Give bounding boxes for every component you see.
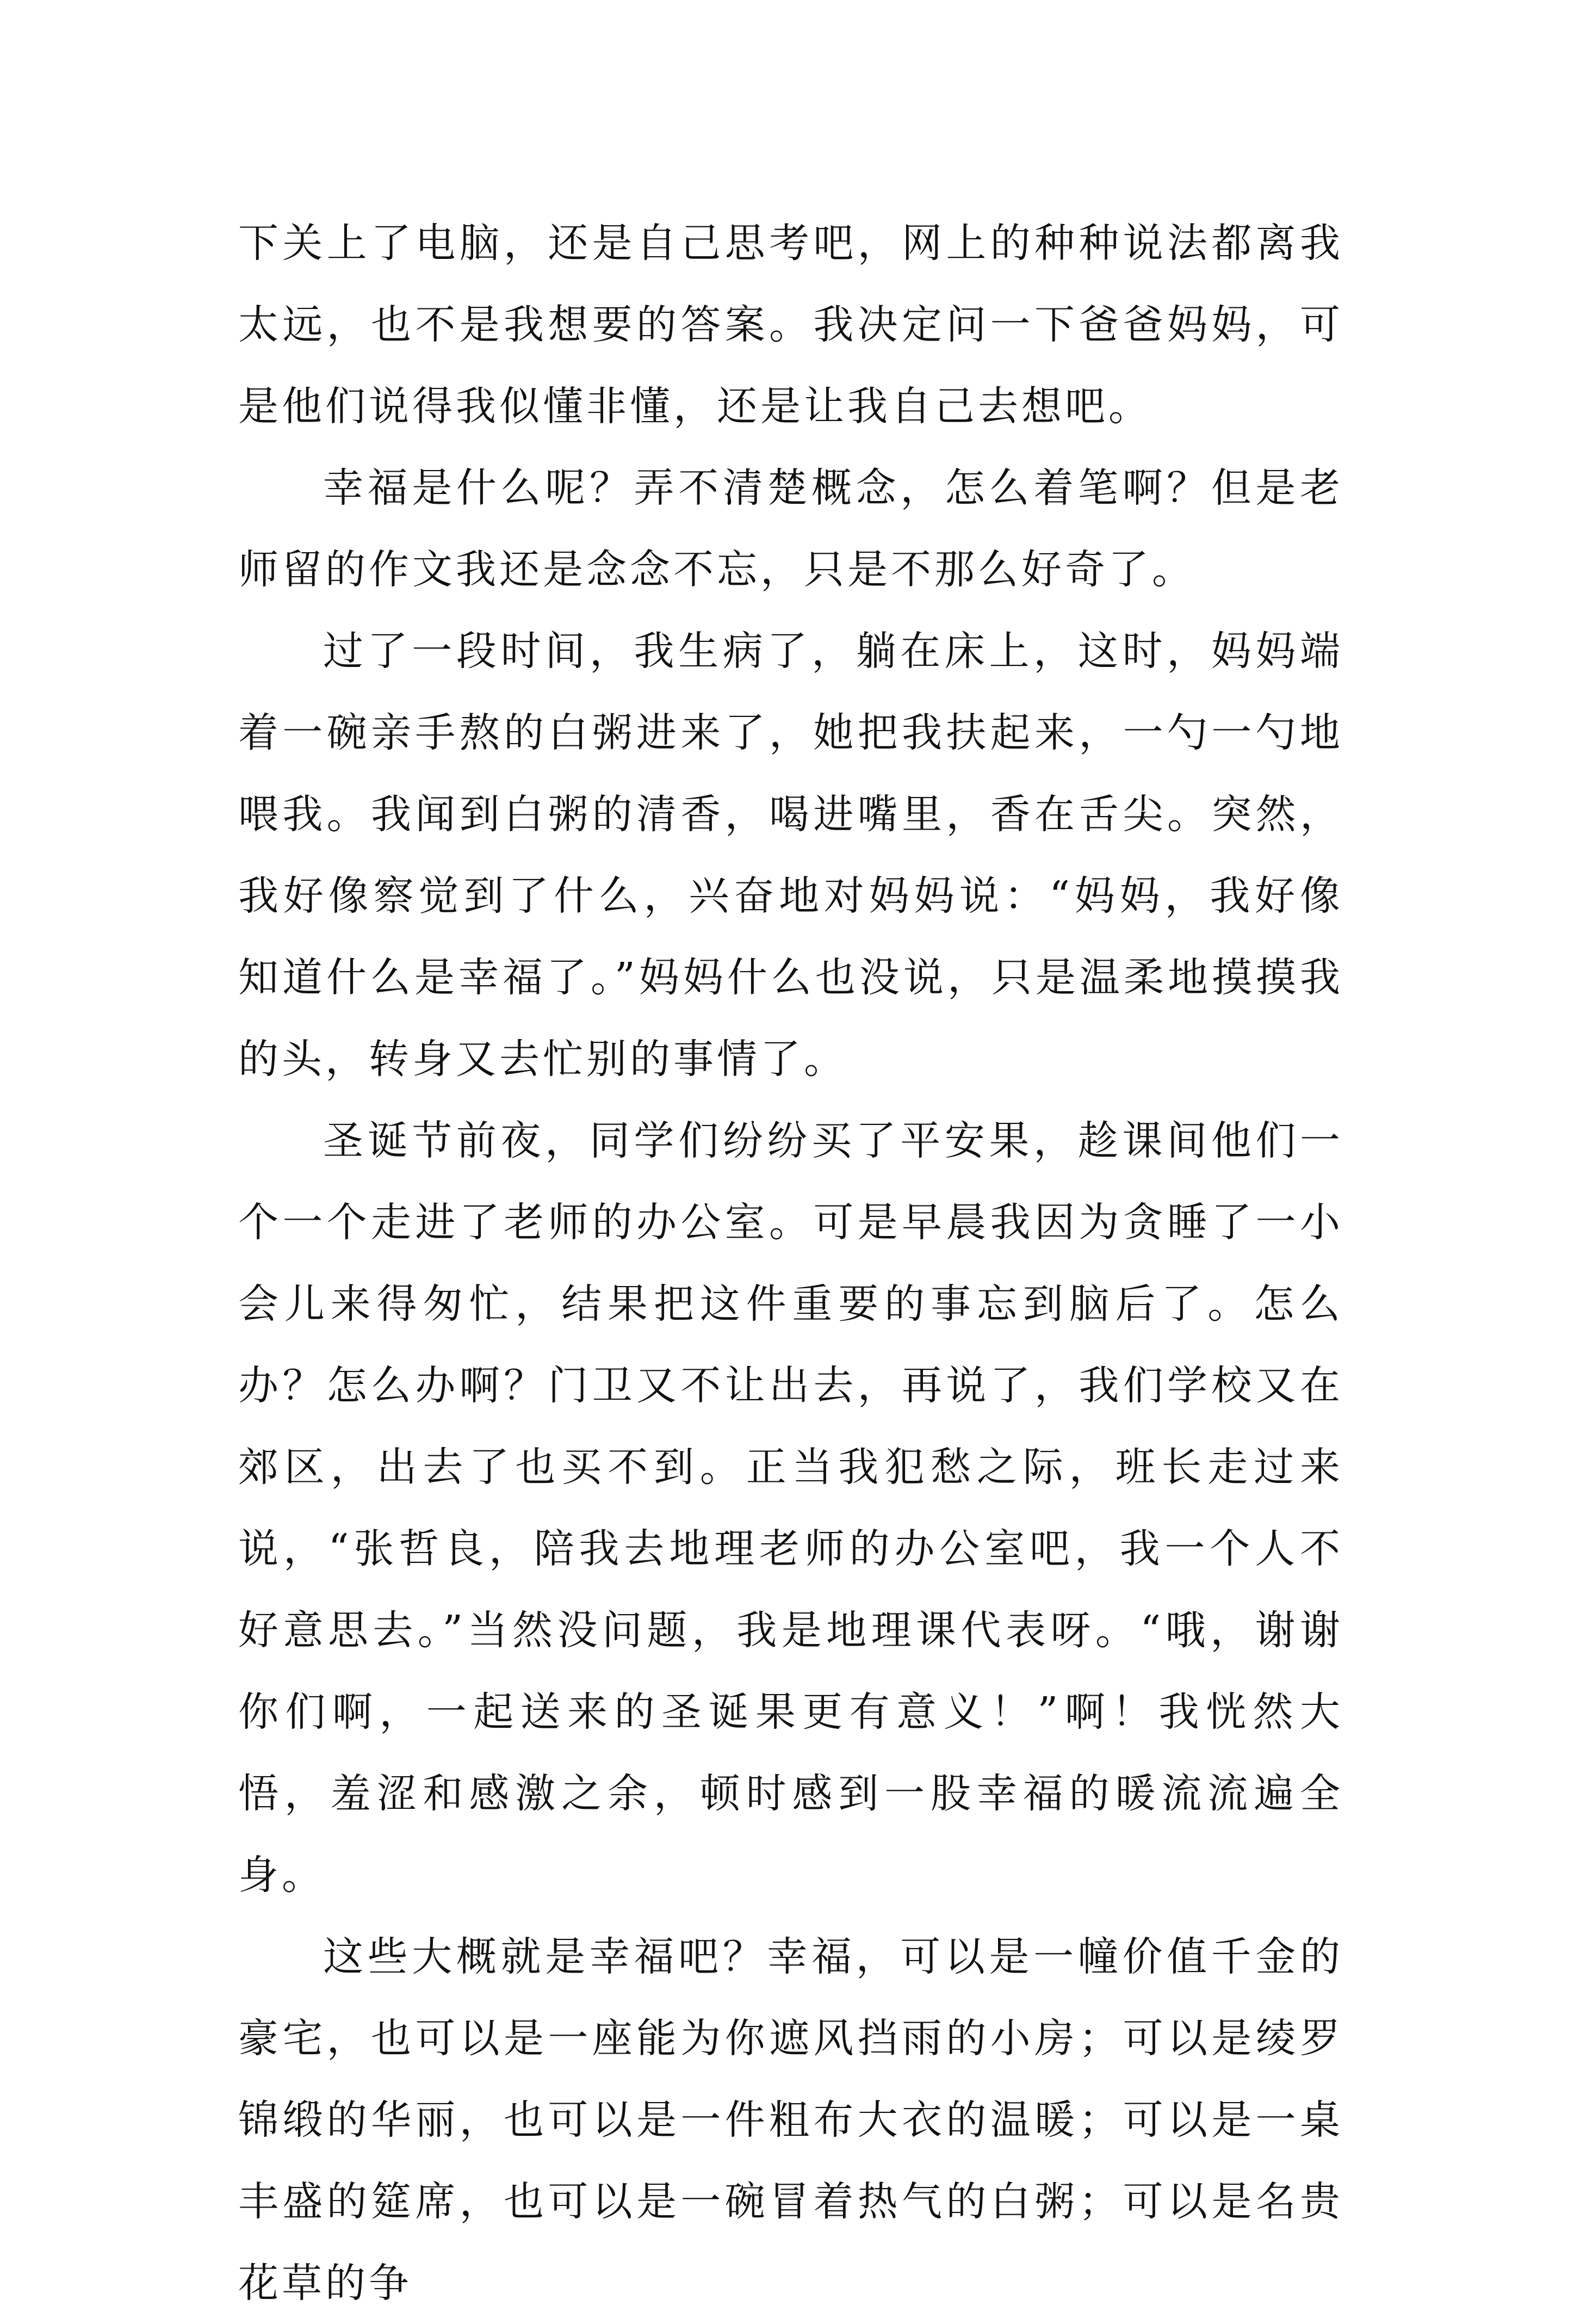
essay-body <box>238 202 1343 2324</box>
paragraph-2: 幸福是什么呢？弄不清楚概念，怎么着笔啊？但是老师留的作文我还是念念不忘，只是不那么好奇了。 <box>238 465 1343 593</box>
paragraph-4: 圣诞节前夜，同学们纷纷买了平安果，趁课间他们一个一个走进了老师的办公室。可是早晨我因为贪睡了一小会儿来得匆忙，结果把这件重要的事忘到脑后了。怎么办？怎么办啊？门卫又不让出去，再说了，我们学校又在郊区，出去了也买不到。正当我犯愁之际，班长走过来说，“张哲良，陪我去地理老师的办公室吧，我一个人不好意思去。”当然没问题，我是地理课代表呀。“哦，谢谢你们啊，一起送来的圣诞果更有意义！”啊！我恍然大悟，羞涩和感激之余，顿时感到一股幸福的暖流流遍全身。 <box>238 1117 1343 1899</box>
paragraph-1: 下关上了电脑，还是自己思考吧，网上的种种说法都离我太远，也不是我想要的答案。我决定问一下爸爸妈妈，可是他们说得我似懂非懂，还是让我自己去想吧。 <box>238 220 1343 430</box>
paragraph-3: 过了一段时间，我生病了，躺在床上，这时，妈妈端着一碗亲手熬的白粥进来了，她把我扶起来，一勺一勺地喂我。我闻到白粥的清香，喝进嘴里，香在舌尖。突然，我好像察觉到了什么，兴奋地对妈妈说：“妈妈，我好像知道什么是幸福了。”妈妈什么也没说，只是温柔地摸摸我的头，转身又去忙别的事情了。 <box>238 628 1343 1083</box>
paragraph-5: 这些大概就是幸福吧？幸福，可以是一幢价值千金的豪宅，也可以是一座能为你遮风挡雨的小房；可以是绫罗锦缎的华丽，也可以是一件粗布大衣的温暖；可以是一桌丰盛的筵席，也可以是一碗冒着热气的白粥；可以是名贵花草的争 <box>238 1933 1343 2307</box>
